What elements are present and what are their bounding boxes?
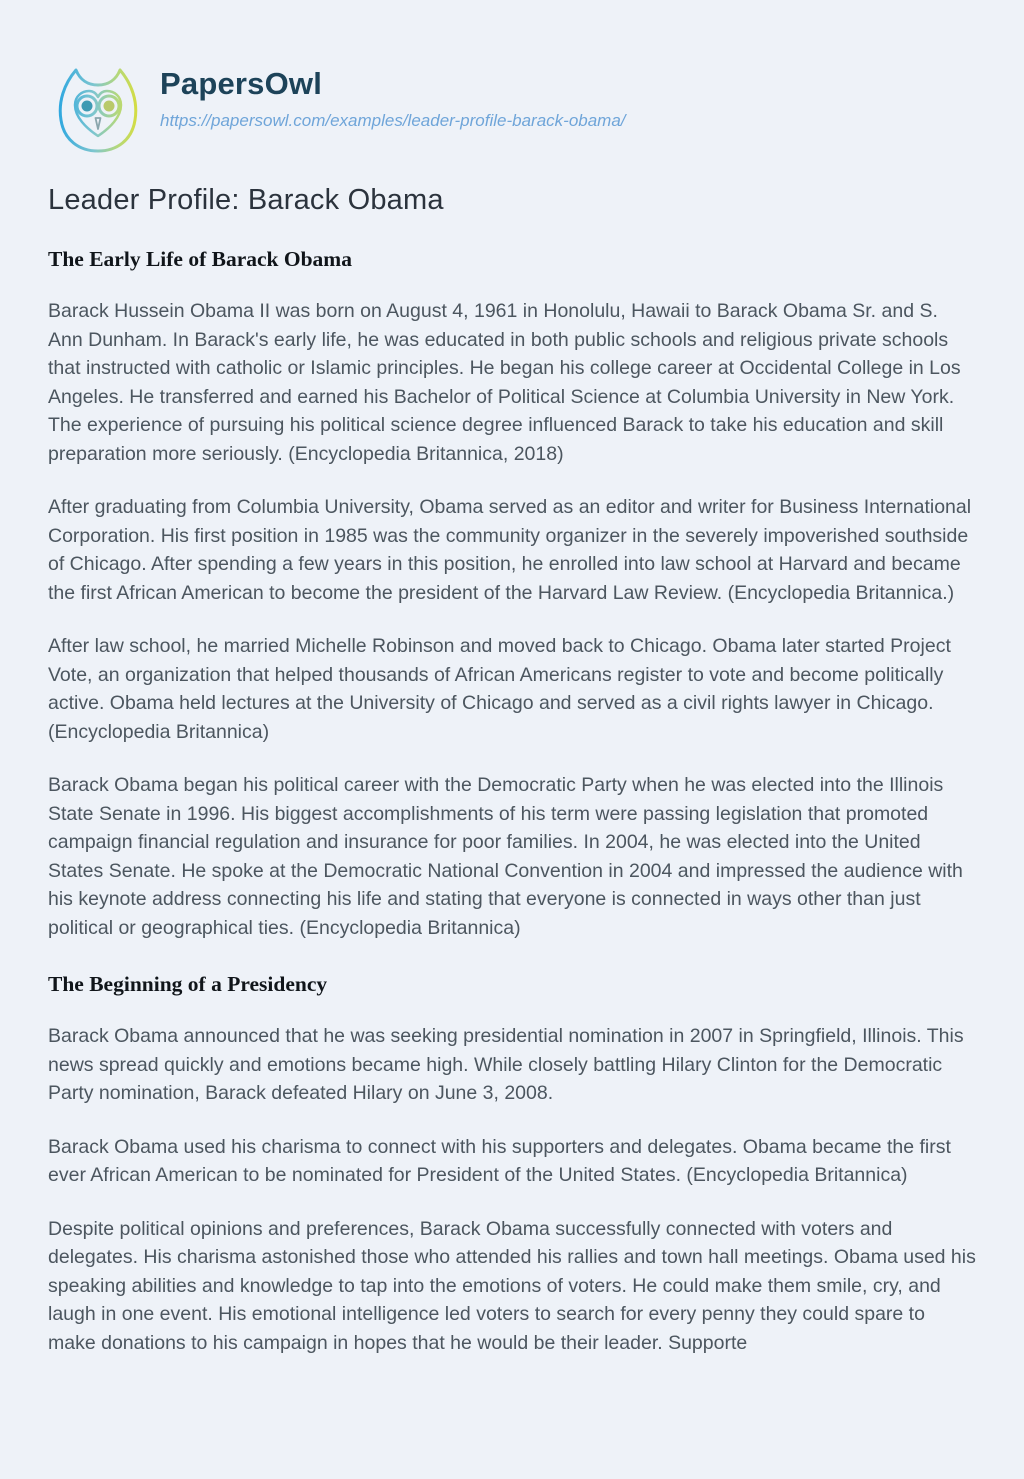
paragraph: Barack Obama announced that he was seeking presidential nomination in 2007 in Springfield, Illinois. This news spread quickly and emotions became high. While closely battling Hilary Clinton for the Democratic Party nomination, Barack defeated Hilary on June 3, 2008. (48, 1025, 964, 1104)
brand-block (160, 58, 626, 131)
paragraph: After law school, he married Michelle Robinson and moved back to Chicago. Obama later started Project Vote, an organization that helped thousands of African Americans register to vote and become politically active. Obama held lectures at the University of Chicago and served as a civil rights lawyer in Chicago. (Encyclopedia Britannica) (48, 635, 951, 743)
section-heading-early-life: The Early Life of Barack Obama (48, 247, 352, 271)
brand-name: PapersOwl (160, 66, 323, 101)
section-heading-beginning-presidency: The Beginning of a Presidency (48, 972, 328, 996)
paragraph: After graduating from Columbia University, Obama served as an editor and writer for Business International Corporation. His first position in 1985 was the community organizer in the severely impoverished southside of Chicago. After spending a few years in this position, he enrolled into law school at Harvard and became the first African American to become the president of the Harvard Law Review. (Encyclopedia Britannica.) (48, 496, 972, 604)
paragraph: Despite political opinions and preferences, Barack Obama successfully connected with voters and delegates. His charisma astonished those who attended his rallies and town hall meetings. Obama used his speaking abilities and knowledge to tap into the emotions of voters. He could make them smile, cry, and laugh in one event. His emotional intelligence led voters to search for every penny they could spare to make donations to his campaign in hopes that he would be their leader. Supporte (48, 1217, 976, 1354)
site-header (48, 58, 976, 158)
paragraph: Barack Hussein Obama II was born on August 4, 1961 in Honolulu, Hawaii to Barack Obama Sr. and S. Ann Dunham. In Barack's early life, he was educated in both public schools and religious private schools that instructed with catholic or Islamic principles. He began his college career at Occidental College in Los Angeles. He transferred and earned his Bachelor of Political Science at Columbia University in New York. The experience of pursuing his political science degree influenced Barack to take his education and skill preparation more seriously. (Encyclopedia Britannica, 2018) (48, 300, 961, 465)
paragraph: Barack Obama began his political career with the Democratic Party when he was elected into the Illinois State Senate in 1996. His biggest accomplishments of his term were passing legislation that promoted campaign financial regulation and insurance for poor families. In 2004, he was elected into the United States Senate. He spoke at the Democratic National Convention in 2004 and impressed the audience with his keynote address connecting his life and stating that everyone is connected in ways other than just political or geographical ties. (Encyclopedia Britannica) (48, 774, 963, 939)
source-url-link[interactable]: https://papersowl.com/examples/leader-profile-barack-obama/ (160, 110, 626, 130)
papersowl-owl-logo-icon (48, 58, 148, 158)
page-title: Leader Profile: Barack Obama (48, 184, 444, 216)
paragraph: Barack Obama used his charisma to connect with his supporters and delegates. Obama became the first ever African American to be nominated for President of the United States. (Encyclopedia Britannica) (48, 1135, 951, 1186)
